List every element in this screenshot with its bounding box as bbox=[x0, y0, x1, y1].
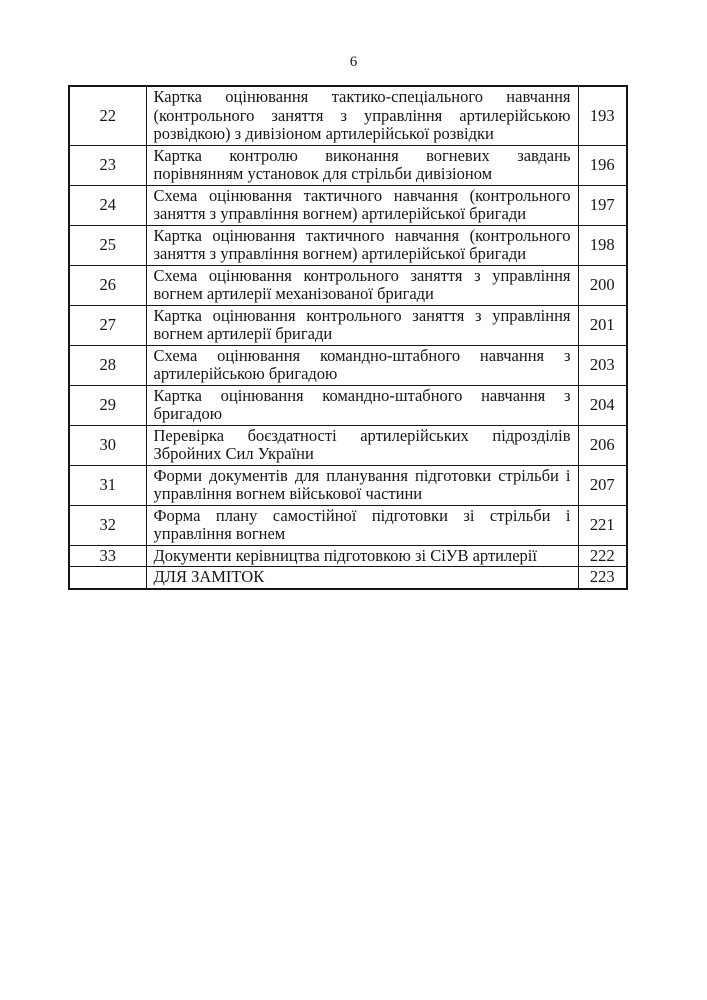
row-number: 26 bbox=[69, 265, 146, 305]
row-page: 203 bbox=[578, 345, 627, 385]
row-number: 33 bbox=[69, 545, 146, 567]
table-row bbox=[69, 567, 627, 589]
row-number: 25 bbox=[69, 225, 146, 265]
row-title: Картка контролю виконання вогневих завдань порівнянням установок для стрільби дивізіоном bbox=[146, 145, 578, 185]
row-number: 29 bbox=[69, 385, 146, 425]
table-row bbox=[69, 505, 627, 545]
row-number: 31 bbox=[69, 465, 146, 505]
table-row bbox=[69, 185, 627, 225]
row-number: 32 bbox=[69, 505, 146, 545]
row-title: Перевірка боєздатності артилерійських підрозділів Збройних Сил України bbox=[146, 425, 578, 465]
row-number: 24 bbox=[69, 185, 146, 225]
table-row bbox=[69, 86, 627, 145]
row-title: Картка оцінювання тактичного навчання (контрольного заняття з управління вогнем) артилерійської бригади bbox=[146, 225, 578, 265]
row-title: Схема оцінювання тактичного навчання (контрольного заняття з управління вогнем) артилерійської бригади bbox=[146, 185, 578, 225]
row-title: Форми документів для планування підготовки стрільби і управління вогнем військової частини bbox=[146, 465, 578, 505]
row-title: Форма плану самостійної підготовки зі стрільби і управління вогнем bbox=[146, 505, 578, 545]
row-page: 206 bbox=[578, 425, 627, 465]
row-number: 30 bbox=[69, 425, 146, 465]
row-page: 198 bbox=[578, 225, 627, 265]
row-title: Картка оцінювання контрольного заняття з управління вогнем артилерії бригади bbox=[146, 305, 578, 345]
row-number: 22 bbox=[69, 86, 146, 145]
row-page: 221 bbox=[578, 505, 627, 545]
table-row bbox=[69, 145, 627, 185]
table-row bbox=[69, 545, 627, 567]
row-title: Схема оцінювання контрольного заняття з управління вогнем артилерії механізованої бригади bbox=[146, 265, 578, 305]
row-number: 23 bbox=[69, 145, 146, 185]
table-row bbox=[69, 345, 627, 385]
table-row bbox=[69, 265, 627, 305]
toc-table-body bbox=[69, 86, 627, 589]
row-title: ДЛЯ ЗАМІТОК bbox=[146, 567, 578, 589]
table-row bbox=[69, 425, 627, 465]
row-page: 197 bbox=[578, 185, 627, 225]
row-page: 204 bbox=[578, 385, 627, 425]
row-page: 196 bbox=[578, 145, 627, 185]
row-page: 201 bbox=[578, 305, 627, 345]
table-row bbox=[69, 465, 627, 505]
row-title: Картка оцінювання тактико-спеціального навчання (контрольного заняття з управління артилерійською розвідкою) з дивізіоном артилерійської розвідки bbox=[146, 86, 578, 145]
row-title: Картка оцінювання командно-штабного навчання з бригадою bbox=[146, 385, 578, 425]
toc-table bbox=[68, 85, 628, 590]
row-number bbox=[69, 567, 146, 589]
row-page: 222 bbox=[578, 545, 627, 567]
row-page: 193 bbox=[578, 86, 627, 145]
row-title: Документи керівництва підготовкою зі СіУВ артилерії bbox=[146, 545, 578, 567]
row-number: 27 bbox=[69, 305, 146, 345]
table-row bbox=[69, 225, 627, 265]
row-page: 207 bbox=[578, 465, 627, 505]
table-row bbox=[69, 305, 627, 345]
row-number: 28 bbox=[69, 345, 146, 385]
row-title: Схема оцінювання командно-штабного навчання з артилерійською бригадою bbox=[146, 345, 578, 385]
table-row bbox=[69, 385, 627, 425]
row-page: 223 bbox=[578, 567, 627, 589]
row-page: 200 bbox=[578, 265, 627, 305]
page-number: 6 bbox=[349, 54, 358, 70]
